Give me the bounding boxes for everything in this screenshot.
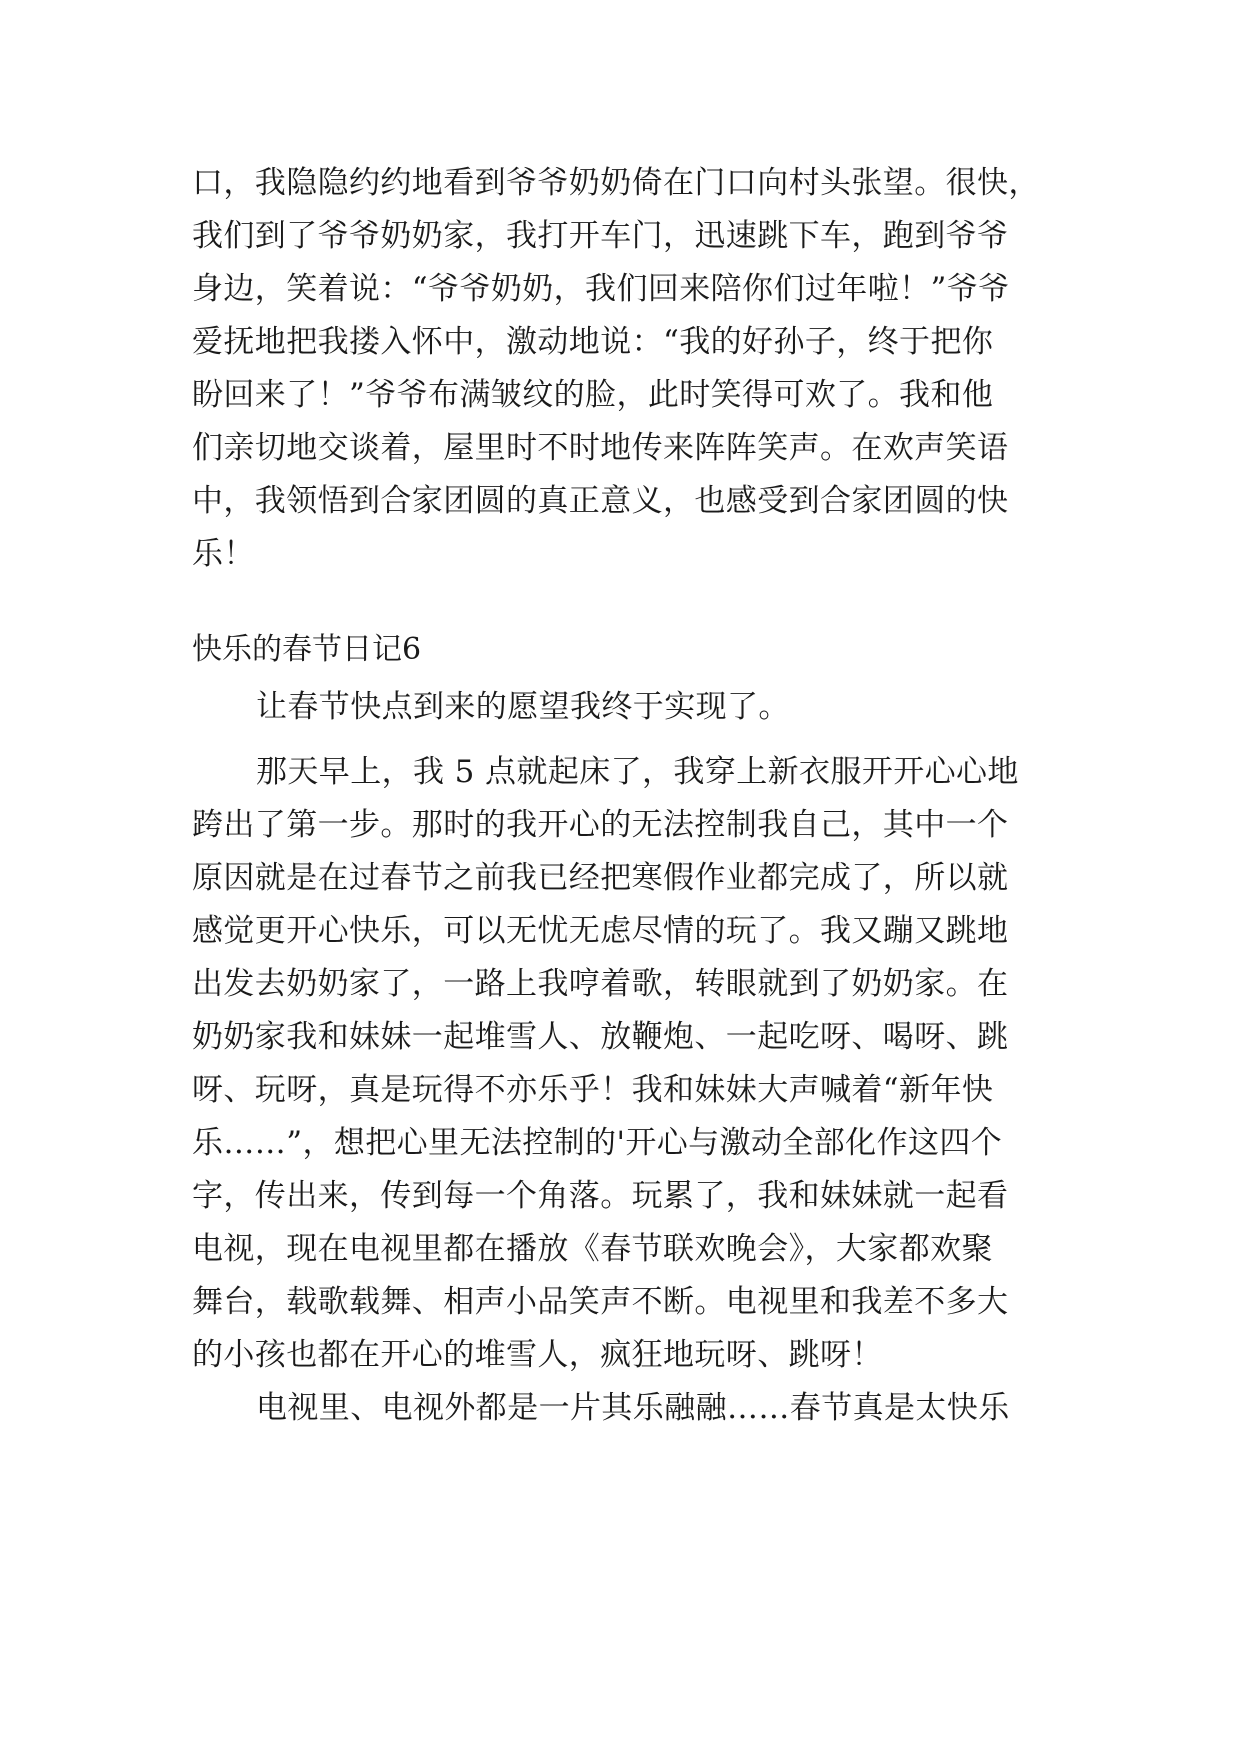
- paragraph-line: 出发去奶奶家了，一路上我哼着歌，转眼就到了奶奶家。在: [192, 966, 1009, 1002]
- paragraph-line: 那天早上，我 5 点就起床了，我穿上新衣服开开心心地: [256, 754, 1019, 790]
- paragraph-line: 舞台，载歌载舞、相声小品笑声不断。电视里和我差不多大: [192, 1284, 1009, 1320]
- paragraph-line: 口，我隐隐约约地看到爷爷奶奶倚在门口向村头张望。很快，: [192, 165, 1040, 201]
- paragraph-line: 们亲切地交谈着，屋里时不时地传来阵阵笑声。在欢声笑语: [192, 430, 1009, 466]
- paragraph-line: 呀、玩呀，真是玩得不亦乐乎！我和妹妹大声喊着“新年快: [192, 1072, 994, 1108]
- paragraph-line: 乐……”，想把心里无法控制的'开心与激动全部化作这四个: [192, 1125, 1003, 1161]
- paragraph-line: 中，我领悟到合家团圆的真正意义，也感受到合家团圆的快: [192, 483, 1009, 519]
- paragraph-line: 爱抚地把我搂入怀中，激动地说：“我的好孙子，终于把你: [192, 324, 994, 360]
- paragraph-line: 电视，现在电视里都在播放《春节联欢晚会》，大家都欢聚: [192, 1231, 993, 1267]
- paragraph-line: 电视里、电视外都是一片其乐融融……春节真是太快乐: [256, 1390, 1010, 1426]
- paragraph-line: 跨出了第一步。那时的我开心的无法控制我自己，其中一个: [192, 807, 1009, 843]
- paragraph-line: 盼回来了！”爷爷布满皱纹的脸，此时笑得可欢了。我和他: [192, 377, 994, 413]
- paragraph-line: 的小孩也都在开心的堆雪人，疯狂地玩呀、跳呀！: [192, 1337, 883, 1373]
- paragraph-line: 奶奶家我和妹妹一起堆雪人、放鞭炮、一起吃呀、喝呀、跳: [192, 1019, 1009, 1055]
- paragraph-line: 我们到了爷爷奶奶家，我打开车门，迅速跳下车，跑到爷爷: [192, 218, 1009, 254]
- paragraph-line: 身边，笑着说：“爷爷奶奶，我们回来陪你们过年啦！”爷爷: [192, 271, 1010, 307]
- section-title: 快乐的春节日记6: [192, 632, 422, 667]
- paragraph-line: 字，传出来，传到每一个角落。玩累了，我和妹妹就一起看: [192, 1178, 1009, 1214]
- paragraph-line: 感觉更开心快乐，可以无忧无虑尽情的玩了。我又蹦又跳地: [192, 913, 1009, 949]
- paragraph-line: 乐！: [192, 536, 255, 572]
- paragraph-line: 原因就是在过春节之前我已经把寒假作业都完成了，所以就: [192, 860, 1009, 896]
- paragraph-line: 让春节快点到来的愿望我终于实现了。: [256, 689, 790, 725]
